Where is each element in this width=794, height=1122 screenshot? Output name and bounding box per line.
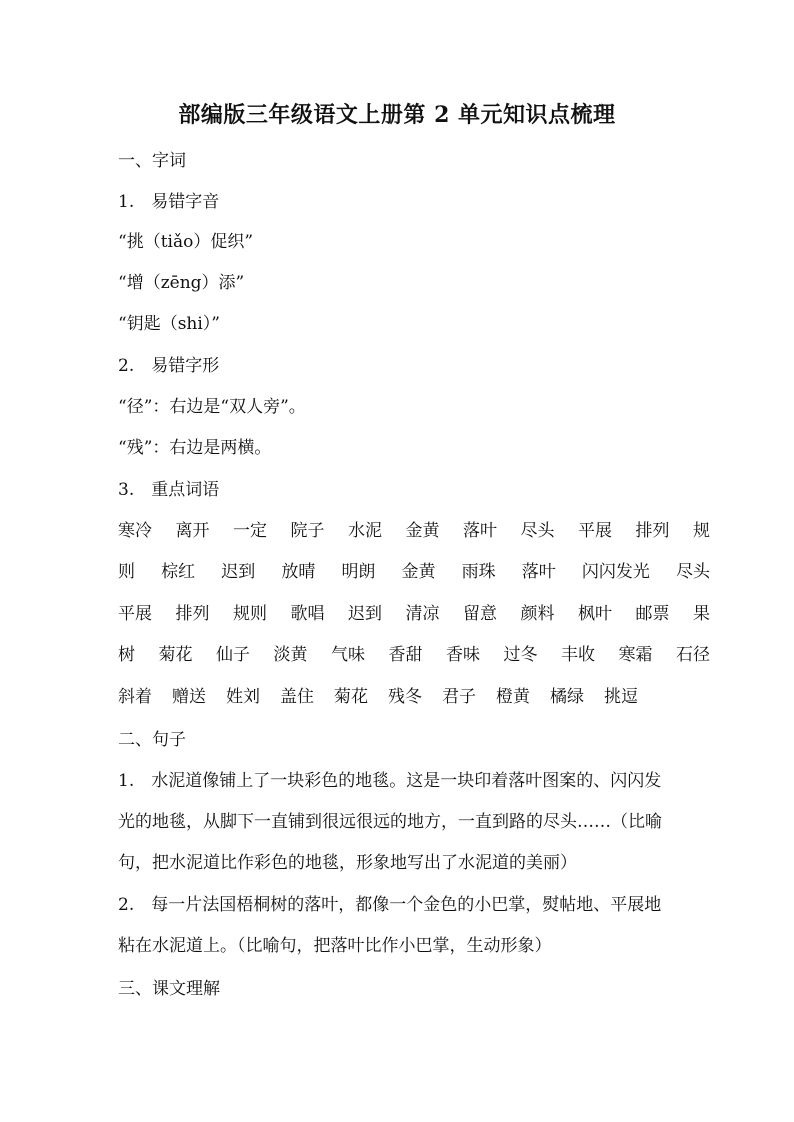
vocab-word: 气味 <box>331 645 365 665</box>
vocab-word: 落叶 <box>521 562 556 582</box>
vocab-word: 迟到 <box>221 562 256 582</box>
vocab-word: 果 <box>693 604 710 624</box>
vocab-word: 放晴 <box>281 562 316 582</box>
vocab-word: 菊花 <box>334 687 368 707</box>
vocab-word: 清凉 <box>405 604 440 624</box>
subheading-pronunciation: 1. 易错字音 <box>118 192 220 212</box>
vocab-word: 离开 <box>175 521 210 541</box>
vocab-row <box>118 686 710 708</box>
vocab-word: 排列 <box>175 604 210 624</box>
vocab-word: 金黄 <box>405 521 440 541</box>
subheading-glyph: 2. 易错字形 <box>118 356 220 376</box>
vocab-word: 尽头 <box>675 562 710 582</box>
vocab-word: 香甜 <box>388 645 423 665</box>
vocab-word: 则 <box>118 562 135 582</box>
vocab-word: 过冬 <box>503 645 538 665</box>
vocab-word: 排列 <box>635 521 670 541</box>
vocab-row <box>118 644 710 666</box>
vocab-word: 落叶 <box>463 521 497 541</box>
vocab-word: 金黄 <box>401 562 436 582</box>
sentence-line: 光的地毯，从脚下一直铺到很远很远的地方，一直到路的尽头……（比喻 <box>118 812 662 832</box>
section-heading-comprehension: 三、课文理解 <box>118 979 220 999</box>
pronunciation-item: “增（zēng）添” <box>118 273 245 293</box>
vocab-word: 残冬 <box>388 687 422 707</box>
sentence-line: 粘在水泥道上。（比喻句，把落叶比作小巴掌，生动形象） <box>118 936 552 956</box>
vocab-word: 丰收 <box>561 645 595 665</box>
vocab-word: 规 <box>693 521 710 541</box>
vocab-word: 迟到 <box>348 604 382 624</box>
vocab-word: 赠送 <box>172 687 206 707</box>
vocab-word: 橙黄 <box>496 687 530 707</box>
vocab-word: 歌唱 <box>290 604 325 624</box>
vocab-word: 院子 <box>290 521 325 541</box>
vocab-word: 颜料 <box>520 604 555 624</box>
vocab-word: 寒霜 <box>618 645 653 665</box>
vocab-word: 淡黄 <box>273 645 308 665</box>
section-heading-words: 一、字词 <box>118 151 186 171</box>
vocab-word: 菊花 <box>158 645 193 665</box>
vocab-word: 明朗 <box>341 562 376 582</box>
subheading-key-words: 3. 重点词语 <box>118 480 220 500</box>
vocab-word: 尽头 <box>520 521 555 541</box>
page-title: 部编版三年级语文上册第 2 单元知识点梳理 <box>178 102 616 128</box>
sentence-line: 2. 每一片法国梧桐树的落叶，都像一个金色的小巴掌，熨帖地、平展地 <box>118 895 662 915</box>
pronunciation-item: “钥匙（shi）” <box>118 314 220 334</box>
vocab-word: 橘绿 <box>550 687 584 707</box>
vocab-word: 斜着 <box>118 687 152 707</box>
vocab-word: 君子 <box>442 687 476 707</box>
vocab-word: 石径 <box>676 645 710 665</box>
vocab-word: 盖住 <box>280 687 314 707</box>
sentence-line: 句，把水泥道比作彩色的地毯，形象地写出了水泥道的美丽） <box>118 853 577 873</box>
vocab-word: 挑逗 <box>604 687 638 707</box>
vocab-word: 邮票 <box>635 604 670 624</box>
vocab-word: 雨珠 <box>461 562 496 582</box>
vocab-word: 仙子 <box>216 645 250 665</box>
vocab-word: 平展 <box>118 604 152 624</box>
vocab-row <box>118 520 710 542</box>
vocab-word: 姓刘 <box>226 687 260 707</box>
vocab-word: 规则 <box>233 604 267 624</box>
vocab-word: 枫叶 <box>578 604 612 624</box>
vocab-word: 一定 <box>233 521 267 541</box>
vocab-row <box>118 603 710 625</box>
vocab-word: 水泥 <box>348 521 382 541</box>
vocab-row <box>118 561 710 583</box>
glyph-item: “径”：右边是“双人旁”。 <box>118 397 306 417</box>
vocab-word: 闪闪发光 <box>581 562 650 582</box>
vocab-word: 留意 <box>463 604 497 624</box>
section-heading-sentences: 二、句子 <box>118 730 186 750</box>
vocab-word: 树 <box>118 645 135 665</box>
vocab-word: 香味 <box>446 645 480 665</box>
vocab-word: 寒冷 <box>118 521 152 541</box>
glyph-item: “残”：右边是两横。 <box>118 438 272 458</box>
vocab-word: 棕红 <box>161 562 196 582</box>
pronunciation-item: “挑（tiǎo）促织” <box>118 232 254 252</box>
sentence-line: 1. 水泥道像铺上了一块彩色的地毯。这是一块印着落叶图案的、闪闪发 <box>118 771 662 791</box>
vocab-word: 平展 <box>578 521 612 541</box>
